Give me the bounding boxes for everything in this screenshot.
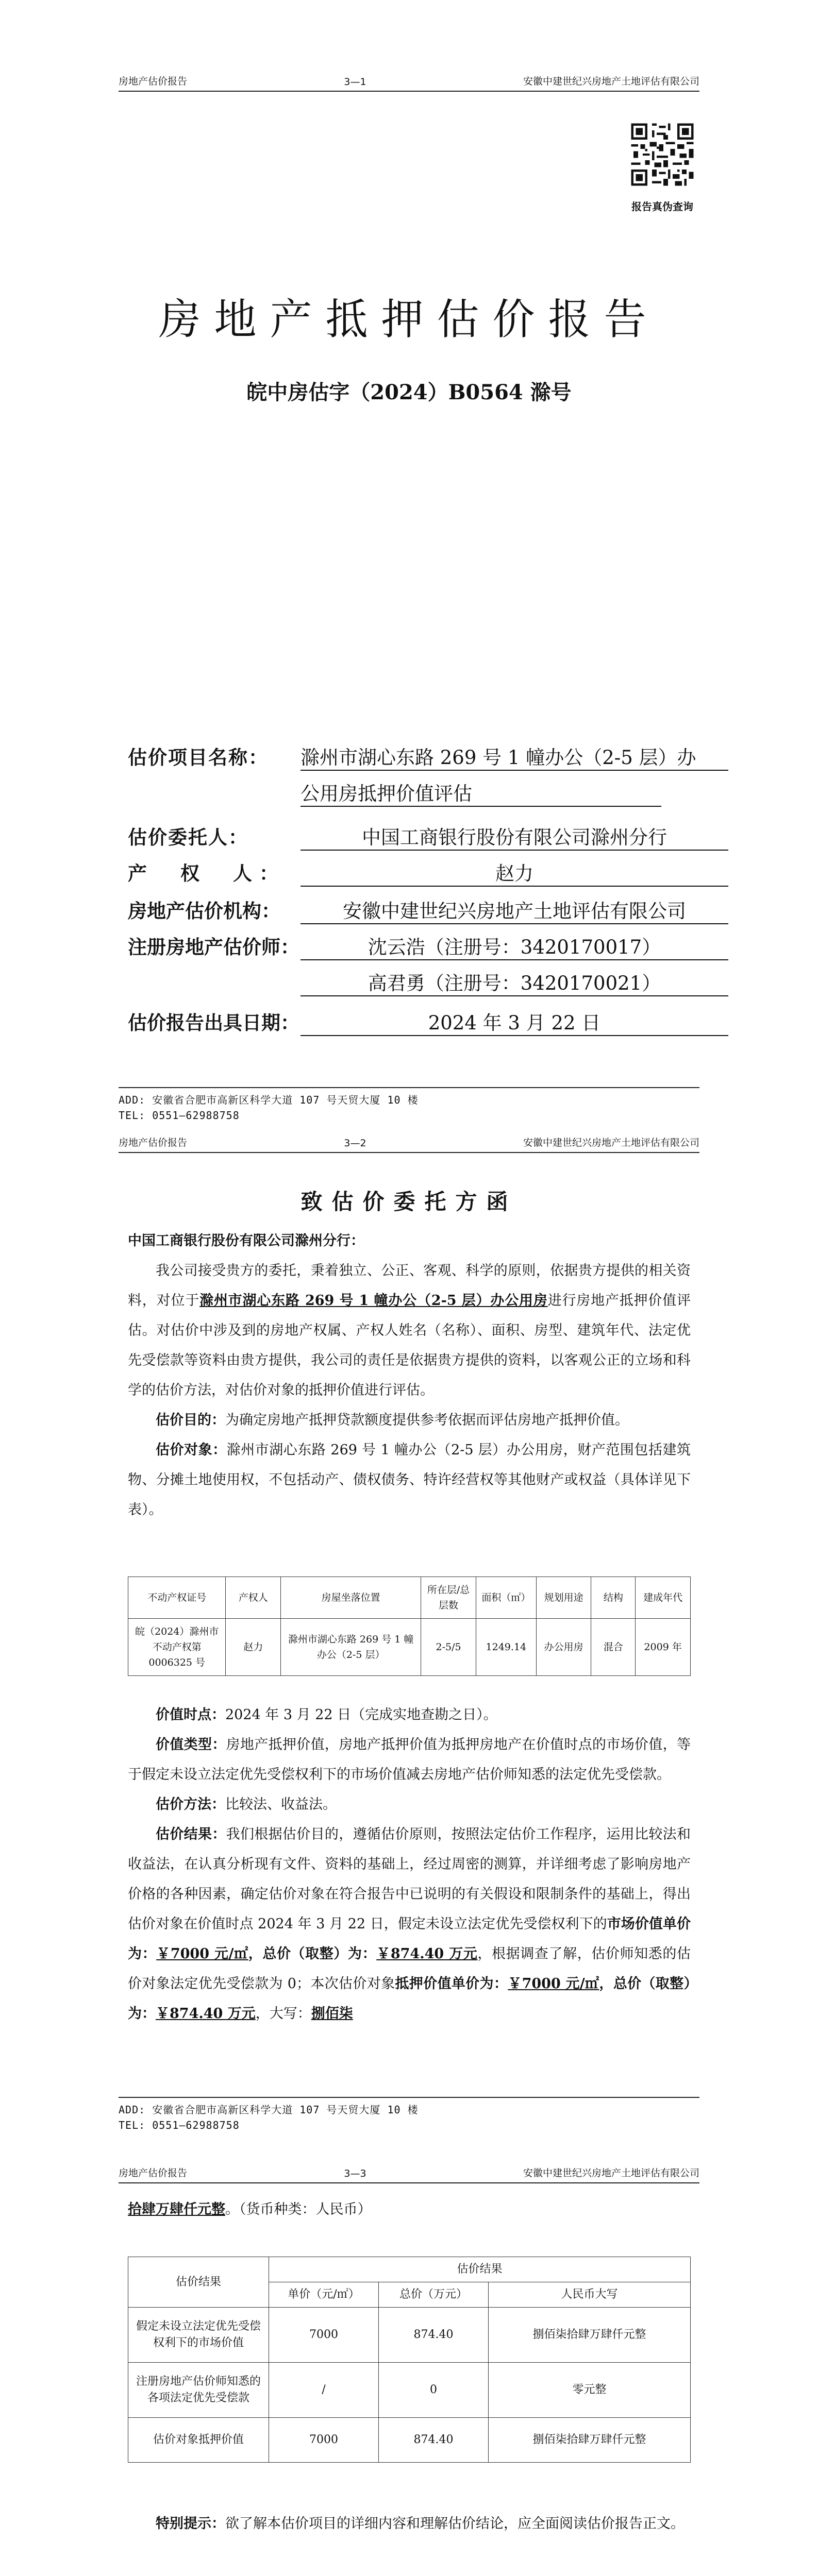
footer-tel: TEL: 0551—62988758 [119, 2119, 240, 2131]
type-paragraph [128, 1730, 691, 1790]
page-footer [119, 1087, 699, 1123]
property-table [128, 1577, 691, 1676]
header-left: 房地产估价报告 [119, 2167, 188, 2179]
label-agency: 房地产估价机构： [128, 900, 280, 922]
date-text: 2024 年 3 月 22 日（完成实地查勘之日）。 [225, 1707, 497, 1723]
letter-page [0, 1128, 818, 2159]
td-total: 874.40 [379, 2418, 489, 2463]
result-mortgage-total: ￥874.40 万元 [156, 2006, 256, 2022]
td-unit: 7000 [269, 2418, 379, 2463]
result-market-total: ￥874.40 万元 [376, 1946, 478, 1962]
page-header [119, 1128, 699, 1153]
value-project-name: 滁州市湖心东路 269 号 1 幢办公（2-5 层）办 [301, 742, 728, 771]
td-owner: 赵力 [226, 1619, 281, 1676]
value-owner: 赵力 [301, 858, 728, 887]
qr-caption: 报告真伪查询 [631, 200, 693, 213]
method-label: 估价方法： [156, 1797, 225, 1812]
currency-note: 。（货币种类：人民币） [225, 2201, 372, 2217]
td-item: 注册房地产估价师知悉的各项法定优先受偿款 [128, 2363, 269, 2418]
result-mortgage-unit-price: ￥7000 元/㎡ [508, 1976, 599, 1992]
td-total: 0 [379, 2363, 489, 2418]
td-floor: 2-5/5 [421, 1619, 476, 1676]
result-text-a: 我们根据估价目的，遵循估价原则，按照法定估价工作程序，运用比较法和收益法，在认真分析现有文件、资料的基础上，经过周密的测算，并详细考虑了影响房地产价格的各种因素，确定估价对象在符合报告中已说明的有关假设和限制条件的基础上，得出估价对象在价值时点 2024 年 3 月 22 日，假定未设立法定优先受偿权利下的 [128, 1826, 691, 1932]
page-header [119, 67, 699, 92]
td-words: 零元整 [489, 2363, 691, 2418]
qr-code[interactable] [629, 121, 696, 188]
result-table-wrap [128, 2257, 691, 2463]
value-agency: 安徽中建世纪兴房地产土地评估有限公司 [301, 895, 728, 924]
td-use: 办公用房 [536, 1619, 591, 1676]
td-words: 捌佰柒拾肆万肆仟元整 [489, 2418, 691, 2463]
report-number: 皖中房估字（2024）B0564 滁号 [246, 380, 572, 404]
result-market-unit-price: ￥7000 元/㎡ [156, 1946, 248, 1962]
result-text-k: ，大写： [255, 2006, 311, 2022]
label-project-name: 估价项目名称： [128, 746, 269, 769]
td-words: 捌佰柒拾肆万肆仟元整 [489, 2308, 691, 2363]
result-amount-words-start: 捌佰柒 [311, 2006, 353, 2022]
letter-title: 致估价委托方函 [301, 1189, 517, 1214]
value-appraiser-2: 高君勇（注册号：3420170021） [301, 968, 728, 996]
table-row [128, 2308, 691, 2363]
label-owner: 产 权 人： [128, 862, 286, 885]
object-paragraph [128, 1435, 691, 1525]
header-page-number: 3—2 [344, 1138, 366, 1149]
result-table [128, 2257, 691, 2463]
amount-cont-paragraph [128, 2195, 691, 2225]
label-client: 估价委托人： [128, 826, 248, 849]
td-unit: 7000 [269, 2308, 379, 2363]
th-floor: 所在层/总层数 [421, 1577, 476, 1619]
th-owner: 产权人 [226, 1577, 281, 1619]
table-header-row [128, 2257, 691, 2282]
amount-words-end: 拾肆万肆仟元整 [128, 2201, 225, 2217]
table-row [128, 1619, 691, 1676]
result-page [0, 2159, 818, 2576]
value-client: 中国工商银行股份有限公司滁州分行 [301, 822, 728, 851]
method-text: 比较法、收益法。 [225, 1797, 337, 1812]
result-label: 估价结果： [156, 1826, 226, 1842]
header-company: 安徽中建世纪兴房地产土地评估有限公司 [523, 2167, 699, 2179]
method-paragraph [128, 1790, 691, 1820]
intro-text-c: 进行房地产抵押价值评估。对估价中涉及到的房地产权属、产权人姓名（名称）、面积、房型、建筑年代、法定优先受偿款等资料由贵方提供，我公司的责任是依据贵方提供的资料，以客观公正的立场和科学的估价方法，对估价对象的抵押价值进行评估。 [128, 1293, 691, 1398]
td-unit: / [269, 2363, 379, 2418]
purpose-paragraph [128, 1405, 691, 1435]
object-text: 滁州市湖心东路 269 号 1 幢办公（2-5 层）办公用房，财产范围包括建筑物、分摊土地使用权，不包括动产、债权债务、特许经营权等其他财产或权益（具体详见下表）。 [128, 1442, 691, 1518]
letter-body [128, 1226, 691, 1525]
type-label: 价值类型： [156, 1737, 226, 1753]
type-text: 房地产抵押价值，房地产抵押价值为抵押房地产在价值时点的市场价值，等于假定未设立法定优先受偿权利下的市场价值减去房地产估价师知悉的法定优先受偿款。 [128, 1737, 691, 1783]
report-title: 房地产抵押估价报告 [158, 295, 660, 344]
purpose-text: 为确定房地产抵押贷款额度提供参考依据而评估房地产抵押价值。 [225, 1412, 629, 1428]
header-page-number: 3—1 [344, 76, 366, 88]
header-page-number: 3—3 [344, 2168, 366, 2179]
intro-paragraph [128, 1256, 691, 1405]
property-table-wrap [128, 1577, 691, 1676]
th-use: 规划用途 [536, 1577, 591, 1619]
page-footer [119, 2097, 699, 2133]
table-row [128, 2363, 691, 2418]
th-unit: 单价（元/㎡） [269, 2282, 379, 2308]
notice-paragraph [128, 2509, 691, 2539]
date-label: 价值时点： [156, 1707, 225, 1723]
th-cert: 不动产权证号 [128, 1577, 226, 1619]
result-text-b: 市场价值单价为： [128, 1916, 691, 1962]
td-item: 估价对象抵押价值 [128, 2418, 269, 2463]
header-company: 安徽中建世纪兴房地产土地评估有限公司 [523, 1137, 699, 1148]
purpose-label: 估价目的： [156, 1412, 225, 1428]
td-location: 滁州市湖心东路 269 号 1 幢办公（2-5 层） [281, 1619, 421, 1676]
th-total: 总价（万元） [379, 2282, 489, 2308]
notice-block [128, 2509, 691, 2539]
td-area: 1249.14 [476, 1619, 536, 1676]
label-issue-date: 估价报告出具日期： [128, 1011, 299, 1034]
result-text-d: ，总价（取整）为： [248, 1946, 377, 1962]
intro-text-location: 滁州市湖心东路 269 号 1 幢办公（2-5 层）办公用房 [199, 1293, 548, 1309]
td-total: 874.40 [379, 2308, 489, 2363]
th-area: 面积（㎡） [476, 1577, 536, 1619]
cover-page [0, 0, 818, 1122]
td-cert: 皖（2024）滁州市不动产权第 0006325 号 [128, 1619, 226, 1676]
table-header-row [128, 1577, 691, 1619]
value-project-name-cont: 公用房抵押价值评估 [301, 778, 661, 807]
date-paragraph [128, 1700, 691, 1730]
td-item: 假定未设立法定优先受偿权利下的市场价值 [128, 2308, 269, 2363]
value-issue-date: 2024 年 3 月 22 日 [301, 1007, 728, 1036]
result-text-i: ，总价（取整）为： [128, 1976, 691, 2022]
th-words: 人民币大写 [489, 2282, 691, 2308]
th-item: 估价结果 [128, 2257, 269, 2308]
td-structure: 混合 [591, 1619, 636, 1676]
value-appraiser-1: 沈云浩（注册号：3420170017） [301, 931, 728, 960]
footer-address: ADD: 安徽省合肥市高新区科学大道 107 号天贸大厦 10 楼 [119, 1094, 419, 1106]
page-header [119, 2159, 699, 2183]
header-company: 安徽中建世纪兴房地产土地评估有限公司 [523, 76, 699, 87]
th-year: 建成年代 [636, 1577, 691, 1619]
intro-text-a: 我公司接受贵方的委托，秉着独立、公正、客观、科学的原则，依据贵方提供的相关资料，对位于 [128, 1263, 691, 1309]
result-text-f: ，根据调查了解，估价师知悉的估价对象法定优先受偿款为 0；本次估价对象 [128, 1946, 691, 1992]
object-label: 估价对象： [156, 1442, 227, 1458]
td-year: 2009 年 [636, 1619, 691, 1676]
header-left: 房地产估价报告 [119, 76, 188, 87]
letter-body-2 [128, 1700, 691, 2029]
notice-text: 欲了解本估价项目的详细内容和理解估价结论，应全面阅读估价报告正文。 [225, 2516, 685, 2532]
footer-address: ADD: 安徽省合肥市高新区科学大道 107 号天贸大厦 10 楼 [119, 2104, 419, 2116]
result-paragraph [128, 1820, 691, 2029]
table-row [128, 2418, 691, 2463]
header-left: 房地产估价报告 [119, 1137, 188, 1148]
notice-label: 特别提示： [156, 2516, 225, 2532]
label-appraisers: 注册房地产估价师： [128, 936, 299, 958]
result-text-g: 抵押价值单价为： [395, 1976, 508, 1992]
th-location: 房屋坐落位置 [281, 1577, 421, 1619]
footer-tel: TEL: 0551—62988758 [119, 1109, 240, 1122]
amount-continuation [128, 2195, 691, 2225]
th-group: 估价结果 [269, 2257, 691, 2282]
th-structure: 结构 [591, 1577, 636, 1619]
addressee: 中国工商银行股份有限公司滁州分行： [128, 1233, 364, 1249]
